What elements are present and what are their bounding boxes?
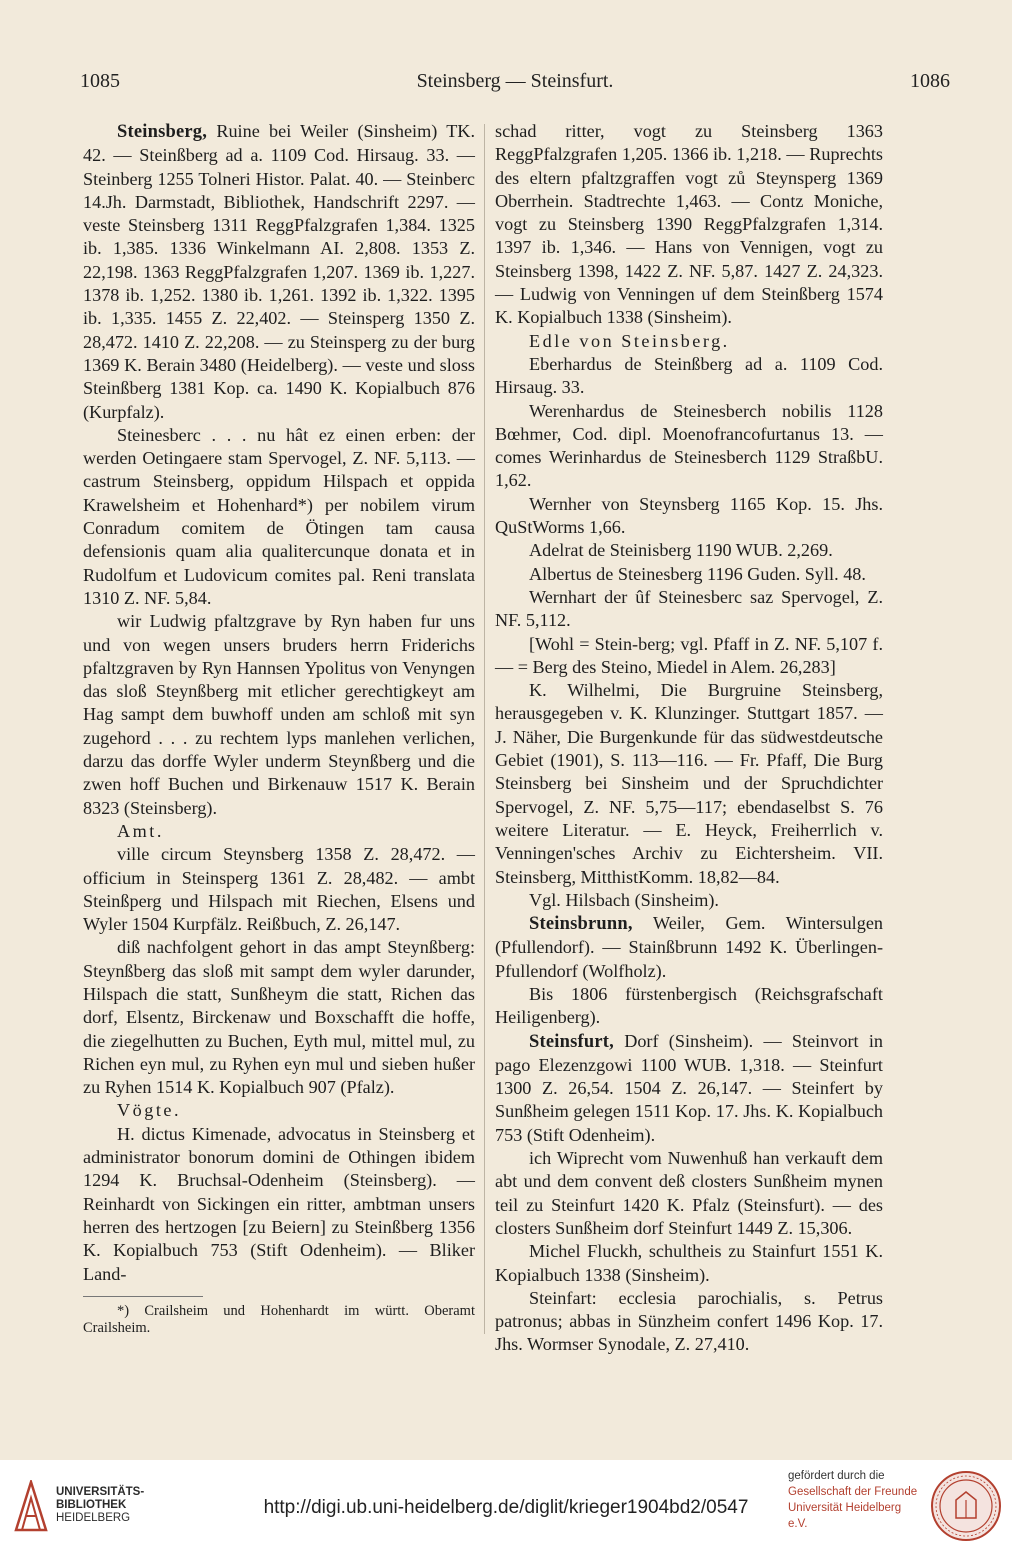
paragraph: Albertus de Steinesberg 1196 Guden. Syll. 48. bbox=[529, 563, 866, 584]
section-heading-edle: Edle von Steinsberg. bbox=[529, 330, 730, 351]
permalink-url[interactable]: http://digi.ub.uni-heidelberg.de/diglit/krieger1904bd2/0547 bbox=[263, 1497, 749, 1518]
paragraph: Steinesberc . . . nu hât ez einen erben: der werden Oetingaere stam Spervogel, Z. NF. 5,113. — castrum Steinsberg, oppidum Hilspach et oppida Krawelsheim et Hohenhard*) per nobilem virum Conradum comitem de Ötingen tam causa defensionis quam alia qualitercunque donata et in Rudolfum et Ludovicum comites pal. Reni translata 1310 Z. NF. 5,84. bbox=[83, 424, 475, 608]
page-header bbox=[80, 70, 950, 100]
ub-line: BIBLIOTHEK bbox=[56, 1499, 127, 1511]
viewer-footer bbox=[0, 1460, 1012, 1551]
paragraph: Steinfart: ecclesia parochialis, s. Petrus patronus; abbas in Sünzheim confert 1496 Kop. 17. Jhs. Wormser Synodale, Z. 27,410. bbox=[495, 1287, 883, 1355]
sponsor-name: Gesellschaft der Freunde bbox=[788, 1486, 918, 1498]
paragraph: H. dictus Kimenade, advocatus in Steinsberg et administrator bonorum domini de Othingen ibidem 1294 K. Bruchsal-Odenheim (Steinsberg). — Reinhardt von Sickingen ein ritter, ambtman unsers herren des hertzogen [zu Beiern] zu Steinßberg 1356 K. Kopialbuch 753 (Stift Odenheim). — Bliker Land- bbox=[83, 1123, 475, 1284]
paragraph: K. Wilhelmi, Die Burgruine Steinsberg, herausgegeben v. K. Klunzinger. Stuttgart 1857. — J. Näher, Die Burgenkunde für das südwestdeutsche Gebiet (1901), S. 113—116. — Fr. Pfaff, Die Burg Steinsberg bei Sinsheim und der Spruchdichter Spervogel, Z. NF. 5,75—117; ebendaselbst S. 76 weitere Literatur. — E. Heyck, Freiherrlich v. Venningen'sches Archiv zu Eichtersheim. VII. Steinsberg, MitthistKomm. 18,82—84. bbox=[495, 680, 883, 887]
ub-line: UNIVERSITÄTS- bbox=[56, 1486, 145, 1498]
entry-steinsbrunn bbox=[495, 912, 883, 983]
entry-text: Ruine bei Weiler (Sinsheim) TK. 42. — Steinßberg ad a. 1109 Cod. Hirsaug. 33. — Steinberg 1255 Tolneri Histor. Palat. 40. — Steinberc 14.Jh. Darmstadt, Bibliothek, Handschrift 2297. — veste Steinsberg 1311 ReggPfalzgrafen 1,384. 1325 ib. 1,385. 1336 Winkelmann AI. 2,808. 1353 Z. 22,198. 1363 ReggPfalzgrafen 1,207. 1369 ib. 1,227. 1378 ib. 1,252. 1380 ib. 1,261. 1392 ib. 1,322. 1395 ib. 1,335. 1455 Z. 22,402. — Steinsperg 1350 Z. 28,472. 1410 Z. 22,208. — zu Steinsperg zu der burg 1369 K. Berain 3480 (Heidelberg). — veste und sloss Steinßberg 1381 Kop. ca. 1490 K. Kopialbuch 876 (Kurpfalz). bbox=[83, 121, 475, 422]
entry-steinsberg bbox=[83, 120, 475, 424]
entry-steinsfurt bbox=[495, 1030, 883, 1147]
university-seal-icon bbox=[930, 1470, 1002, 1542]
entry-text: Dorf (Sinsheim). — Steinvort in pago Elezenzgowi 1100 WUB. 1,318. — Steinfurt 1300 Z. 26,54. 1504 Z. 26,147. — Steinfert by Sunßheim gelegen 1511 Kop. 17. Jhs. K. Kopialbuch 753 (Stift Odenheim). bbox=[495, 1030, 883, 1145]
section-heading-amt: Amt. bbox=[117, 820, 164, 841]
paragraph: schad ritter, vogt zu Steinsberg 1363 ReggPfalzgrafen 1,205. 1366 ib. 1,218. — Ruprechts des eltern pfaltzgraffen vogt zů Steynsperg 1369 Oberrhein. Stadtrechte 1,463. — Contz Moniche, vogt zu Steinsberg 1390 ReggPfalzgrafen 1,314. 1397 ib. 1,346. — Hans von Vennigen, vogt zu Steinsberg 1398, 1422 Z. NF. 5,87. 1427 Z. 24,323. — Ludwig von Venningen uf dem Steinßberg 1574 K. Kopialbuch 1338 (Sinsheim). bbox=[495, 121, 883, 328]
right-column bbox=[495, 120, 883, 1357]
column-divider bbox=[484, 124, 485, 1334]
paragraph: ville circum Steynsberg 1358 Z. 28,472. — officium in Steinsperg 1361 Z. 28,482. — ambt Steinßperg und Hilspach mit Riechen, Elsens und Wyler 1504 Kurpfälz. Reißbuch, Z. 26,147. bbox=[83, 844, 475, 935]
paragraph: Wernher von Steynsberg 1165 Kop. 15. Jhs. QuStWorms 1,66. bbox=[495, 493, 883, 538]
section-heading-voegte: Vögte. bbox=[117, 1100, 181, 1121]
paragraph: ich Wiprecht vom Nuwenhuß han verkauft dem abt und dem convent deß closters Sunßheim mynen teil zu Steinfurt 1420 K. Pfalz (Steinsfurt). — des closters Sunßheim dorf Steinfurt 1449 Z. 15,306. bbox=[495, 1148, 883, 1238]
sponsor-intro: gefördert durch die bbox=[788, 1470, 885, 1482]
paragraph: Bis 1806 fürstenbergisch (Reichsgrafschaft Heiligenberg). bbox=[495, 983, 883, 1028]
paragraph: Adelrat de Steinisberg 1190 WUB. 2,269. bbox=[529, 540, 833, 561]
running-title: Steinsberg — Steinsfurt. bbox=[416, 70, 614, 92]
page-number-right: 1086 bbox=[910, 70, 950, 92]
paragraph: Werenhardus de Steinesberch nobilis 1128 Bœhmer, Cod. dipl. Moenofrancofurtanus 13. — comes Werinhardus de Steinesberch 1129 StraßbU. 1,62. bbox=[495, 400, 883, 491]
paragraph: Michel Fluckh, schultheis zu Stainfurt 1551 K. Kopialbuch 1338 (Sinsheim). bbox=[495, 1241, 883, 1285]
entry-text: Weiler, Gem. Wintersulgen (Pfullendorf). — Stainßbrunn 1492 K. Überlingen-Pfullendorf (Wolfholz). bbox=[495, 913, 883, 981]
lemma-steinsbrunn: Steinsbrunn, bbox=[529, 914, 633, 935]
paragraph: diß nachfolgent gehort in das ampt Steynßberg: Steynßberg das sloß mit sampt dem wyler darunder, Hilspach die statt, Sunßheym die statt, Richen das dorf, Elsentz, Birckenaw und Boxschafft die hoffe, die ziegelhutten zu Buchen, Eyth mul, mittel mul, zu Richen eyn mul, zu Ryhen eyn mul und sieben hußer zu Ryhen 1514 K. Kopialbuch 907 (Pfalz). bbox=[83, 937, 475, 1098]
sponsor-credit bbox=[788, 1468, 923, 1532]
ub-line: HEIDELBERG bbox=[56, 1512, 131, 1524]
page-number-left: 1085 bbox=[80, 70, 120, 92]
paragraph: Eberhardus de Steinßberg ad a. 1109 Cod. Hirsaug. 33. bbox=[495, 353, 883, 398]
left-column bbox=[83, 120, 475, 1337]
paragraph: Wernhart der ûf Steinesberc saz Spervogel, Z. NF. 5,112. bbox=[495, 586, 883, 631]
paragraph: [Wohl = Stein-berg; vgl. Pfaff in Z. NF. 5,107 f. — = Berg des Steino, Miedel in Alem. 26,283] bbox=[495, 633, 883, 677]
lemma-steinsberg: Steinsberg, bbox=[117, 122, 208, 142]
paragraph: wir Ludwig pfaltzgrave by Ryn haben fur uns und von wegen unsers bruders herrn Friderichs pfaltzgraven by Ryn Hannsen Ypolitus von Venyngen das sloß Steynßberg mit etlicher gerechtigkeyt am Hag sampt dem buwhoff unden am schloß mit syn zugehord . . . zu rechtem lyps manlehen verlichen, darzu das dorffe Wyler underm Steynßberg und die zwen hoff Buchen und Birkenauw 1517 K. Berain 8323 (Steinsberg). bbox=[83, 611, 475, 818]
paragraph: Vgl. Hilsbach (Sinsheim). bbox=[529, 889, 719, 910]
footnote: *) Crailsheim und Hohenhardt im württ. Oberamt Crailsheim. bbox=[83, 1302, 475, 1336]
lemma-steinsfurt: Steinsfurt, bbox=[529, 1031, 614, 1052]
sponsor-name: Universität Heidelberg e.V. bbox=[788, 1502, 902, 1530]
footnote-rule bbox=[83, 1296, 203, 1297]
